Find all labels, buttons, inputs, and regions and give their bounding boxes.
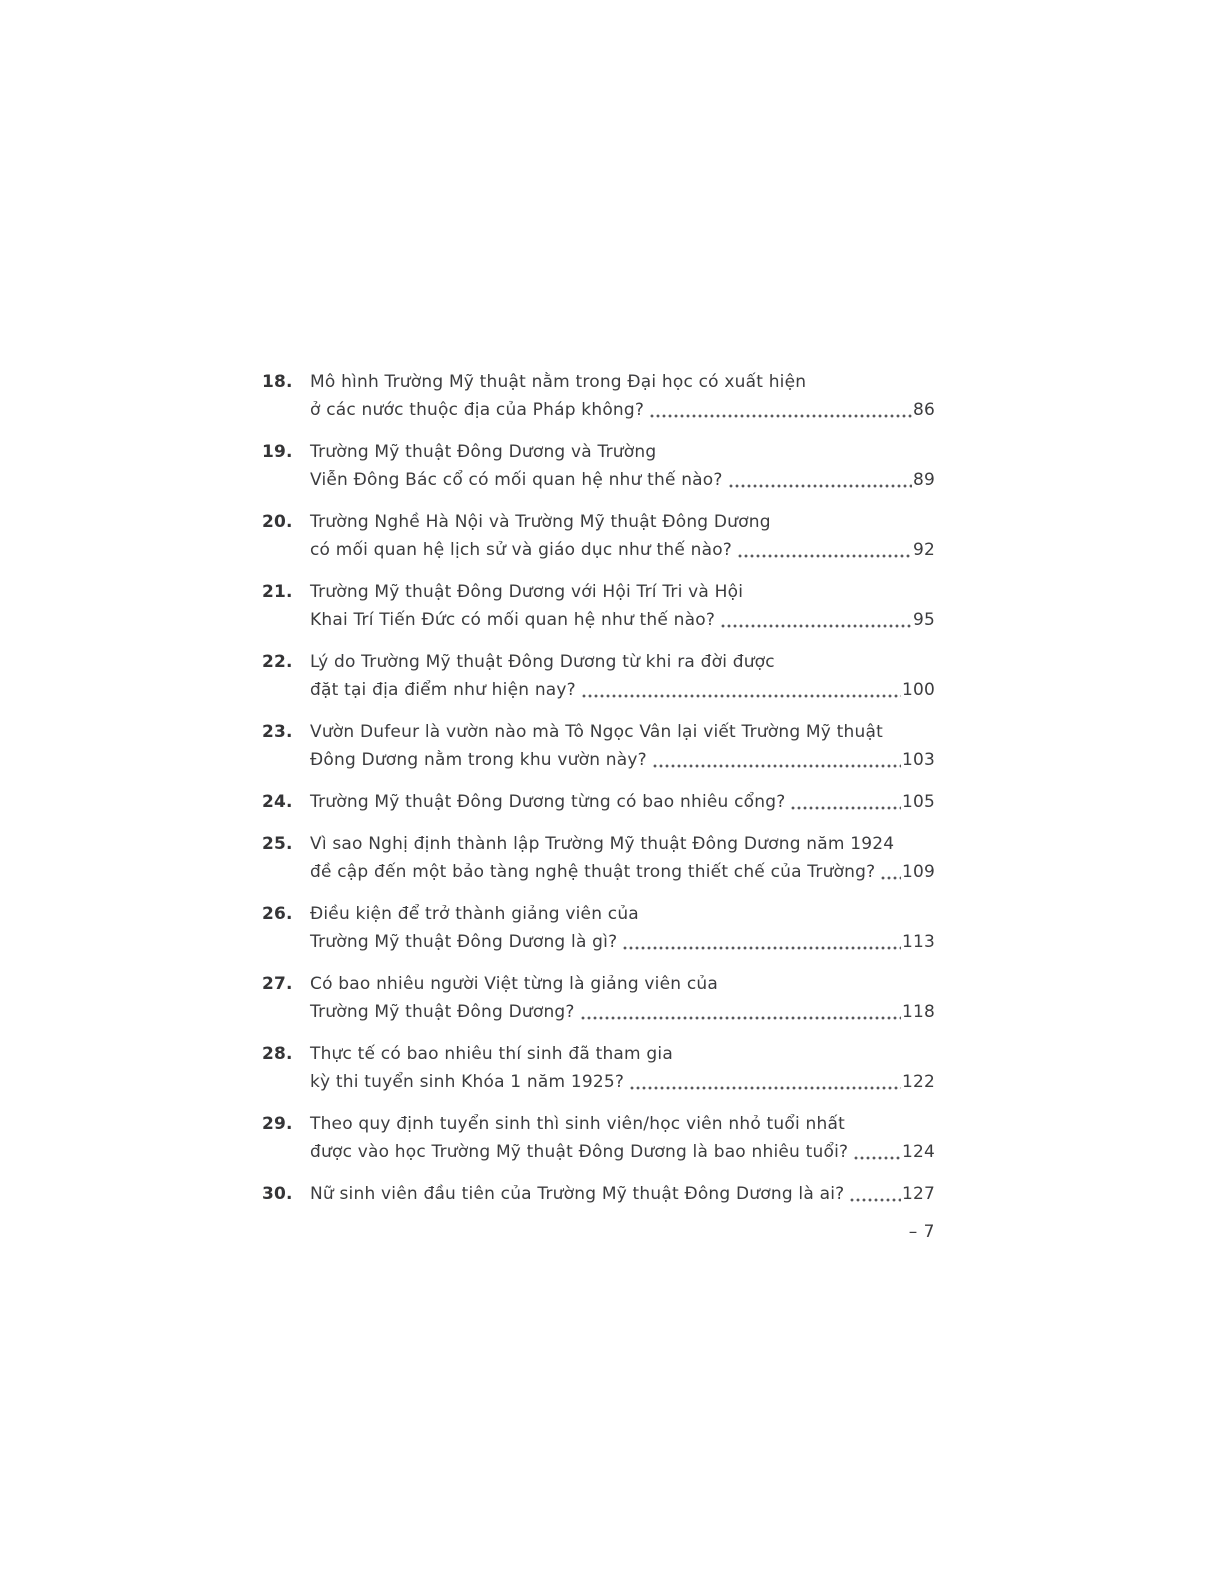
toc-entry-body [310,578,935,634]
toc-page-number: 127 [901,1184,935,1204]
toc-entry-line: Viễn Đông Bác cổ có mối quan hệ như thế nào? [310,470,723,490]
toc-entry-body [310,1110,935,1166]
dot-leader [622,932,901,952]
toc-entry [262,718,935,774]
toc-entry-last-line [310,858,935,886]
toc-page-number: 95 [912,610,935,630]
toc-entry-line: đề cập đến một bảo tàng nghệ thuật trong thiết chế của Trường? [310,862,876,882]
toc-page-number: 124 [901,1142,935,1162]
toc-entry-line: Trường Mỹ thuật Đông Dương? [310,1002,575,1022]
toc-entry [262,508,935,564]
dot-leader [652,750,901,770]
toc-entry-body [310,368,935,424]
toc-page-number: 100 [901,680,935,700]
toc-entry-body [310,1180,935,1208]
toc-entry-last-line [310,746,935,774]
toc-entry-body [310,508,935,564]
toc-page-number: 122 [901,1072,935,1092]
toc-entry-line: Vườn Dufeur là vườn nào mà Tô Ngọc Vân lại viết Trường Mỹ thuật [310,722,883,742]
toc-entry-number: 28. [262,1044,293,1064]
toc-entry-line: Nữ sinh viên đầu tiên của Trường Mỹ thuật Đông Dương là ai? [310,1184,845,1204]
toc-entry-line: Trường Mỹ thuật Đông Dương là gì? [310,932,618,952]
toc-page-number: 86 [912,400,935,420]
toc-entry-line: có mối quan hệ lịch sử và giáo dục như thế nào? [310,540,733,560]
toc-entry-line: ở các nước thuộc địa của Pháp không? [310,400,645,420]
toc-entry [262,438,935,494]
toc-entry-number: 27. [262,974,293,994]
toc-entry-number: 20. [262,512,293,532]
toc-entry-body [310,648,935,704]
dot-leader [737,540,912,560]
toc-entry-last-line [310,788,935,816]
toc-page-number: 109 [901,862,935,882]
toc-page-number: 92 [912,540,935,560]
toc-entry-number: 30. [262,1184,293,1204]
dot-leader [649,400,912,420]
toc-entry [262,1180,935,1208]
toc-entry [262,788,935,816]
page-number: – 7 [908,1222,935,1242]
toc-entry-last-line [310,676,935,704]
toc-entry-line: Trường Mỹ thuật Đông Dương và Trường [310,442,657,462]
toc-entry [262,1110,935,1166]
toc-entry-line: Khai Trí Tiến Đức có mối quan hệ như thế nào? [310,610,716,630]
toc-entry [262,368,935,424]
toc-entry-line: Theo quy định tuyển sinh thì sinh viên/học viên nhỏ tuổi nhất [310,1114,845,1134]
toc-entry-line: Trường Mỹ thuật Đông Dương với Hội Trí Tri và Hội [310,582,744,602]
toc-entry-last-line [310,466,935,494]
dot-leader [728,470,912,490]
toc-entry-body [310,900,935,956]
toc-entry-body [310,438,935,494]
toc-entry-number: 24. [262,792,293,812]
toc-entry-line: Mô hình Trường Mỹ thuật nằm trong Đại học có xuất hiện [310,372,807,392]
dot-leader [853,1142,901,1162]
toc-entry-last-line [310,1068,935,1096]
toc-entry-body [310,830,935,886]
toc-entry-last-line [310,1138,935,1166]
page-footer [262,1222,935,1242]
dot-leader [720,610,912,630]
toc-entry-line: Điều kiện để trở thành giảng viên của [310,904,639,924]
toc-page-number: 103 [901,750,935,770]
toc-entry-last-line [310,998,935,1026]
toc-entry-number: 25. [262,834,293,854]
toc-entry [262,970,935,1026]
toc-entry-number: 18. [262,372,293,392]
toc-entry-line: đặt tại địa điểm như hiện nay? [310,680,576,700]
toc-entry [262,900,935,956]
toc-entry-number: 19. [262,442,293,462]
toc-entry-last-line [310,396,935,424]
toc-entry-line: Vì sao Nghị định thành lập Trường Mỹ thuật Đông Dương năm 1924 [310,834,895,854]
toc-entry-line: Lý do Trường Mỹ thuật Đông Dương từ khi ra đời được [310,652,775,672]
toc-entry [262,648,935,704]
toc-entry [262,578,935,634]
toc-entry-line: kỳ thi tuyển sinh Khóa 1 năm 1925? [310,1072,625,1092]
dot-leader [581,680,901,700]
toc-entry-line: được vào học Trường Mỹ thuật Đông Dương là bao nhiêu tuổi? [310,1142,849,1162]
toc-page-number: 89 [912,470,935,490]
toc-entry-number: 23. [262,722,293,742]
toc-entry-last-line [310,606,935,634]
toc-entry-line: Trường Nghề Hà Nội và Trường Mỹ thuật Đông Dương [310,512,771,532]
dot-leader [580,1002,901,1022]
toc-list [262,368,935,1208]
toc-entry-number: 29. [262,1114,293,1134]
toc-entry-last-line [310,928,935,956]
toc-entry-line: Trường Mỹ thuật Đông Dương từng có bao nhiêu cổng? [310,792,786,812]
toc-page-number: 105 [901,792,935,812]
toc-entry-line: Đông Dương nằm trong khu vườn này? [310,750,647,770]
toc-entry-last-line [310,536,935,564]
toc-entry-body [310,788,935,816]
toc-entry-body [310,718,935,774]
toc-entry [262,830,935,886]
toc-entry-number: 21. [262,582,293,602]
toc-entry-body [310,970,935,1026]
dot-leader [880,862,901,882]
toc-entry-line: Thực tế có bao nhiêu thí sinh đã tham gia [310,1044,673,1064]
dot-leader [790,792,900,812]
toc-entry-number: 26. [262,904,293,924]
toc-page-number: 118 [901,1002,935,1022]
dot-leader [629,1072,901,1092]
toc-entry-line: Có bao nhiêu người Việt từng là giảng viên của [310,974,718,994]
dot-leader [849,1184,901,1204]
toc-entry [262,1040,935,1096]
toc-entry-body [310,1040,935,1096]
toc-page-number: 113 [901,932,935,952]
toc-entry-number: 22. [262,652,293,672]
toc-entry-last-line [310,1180,935,1208]
